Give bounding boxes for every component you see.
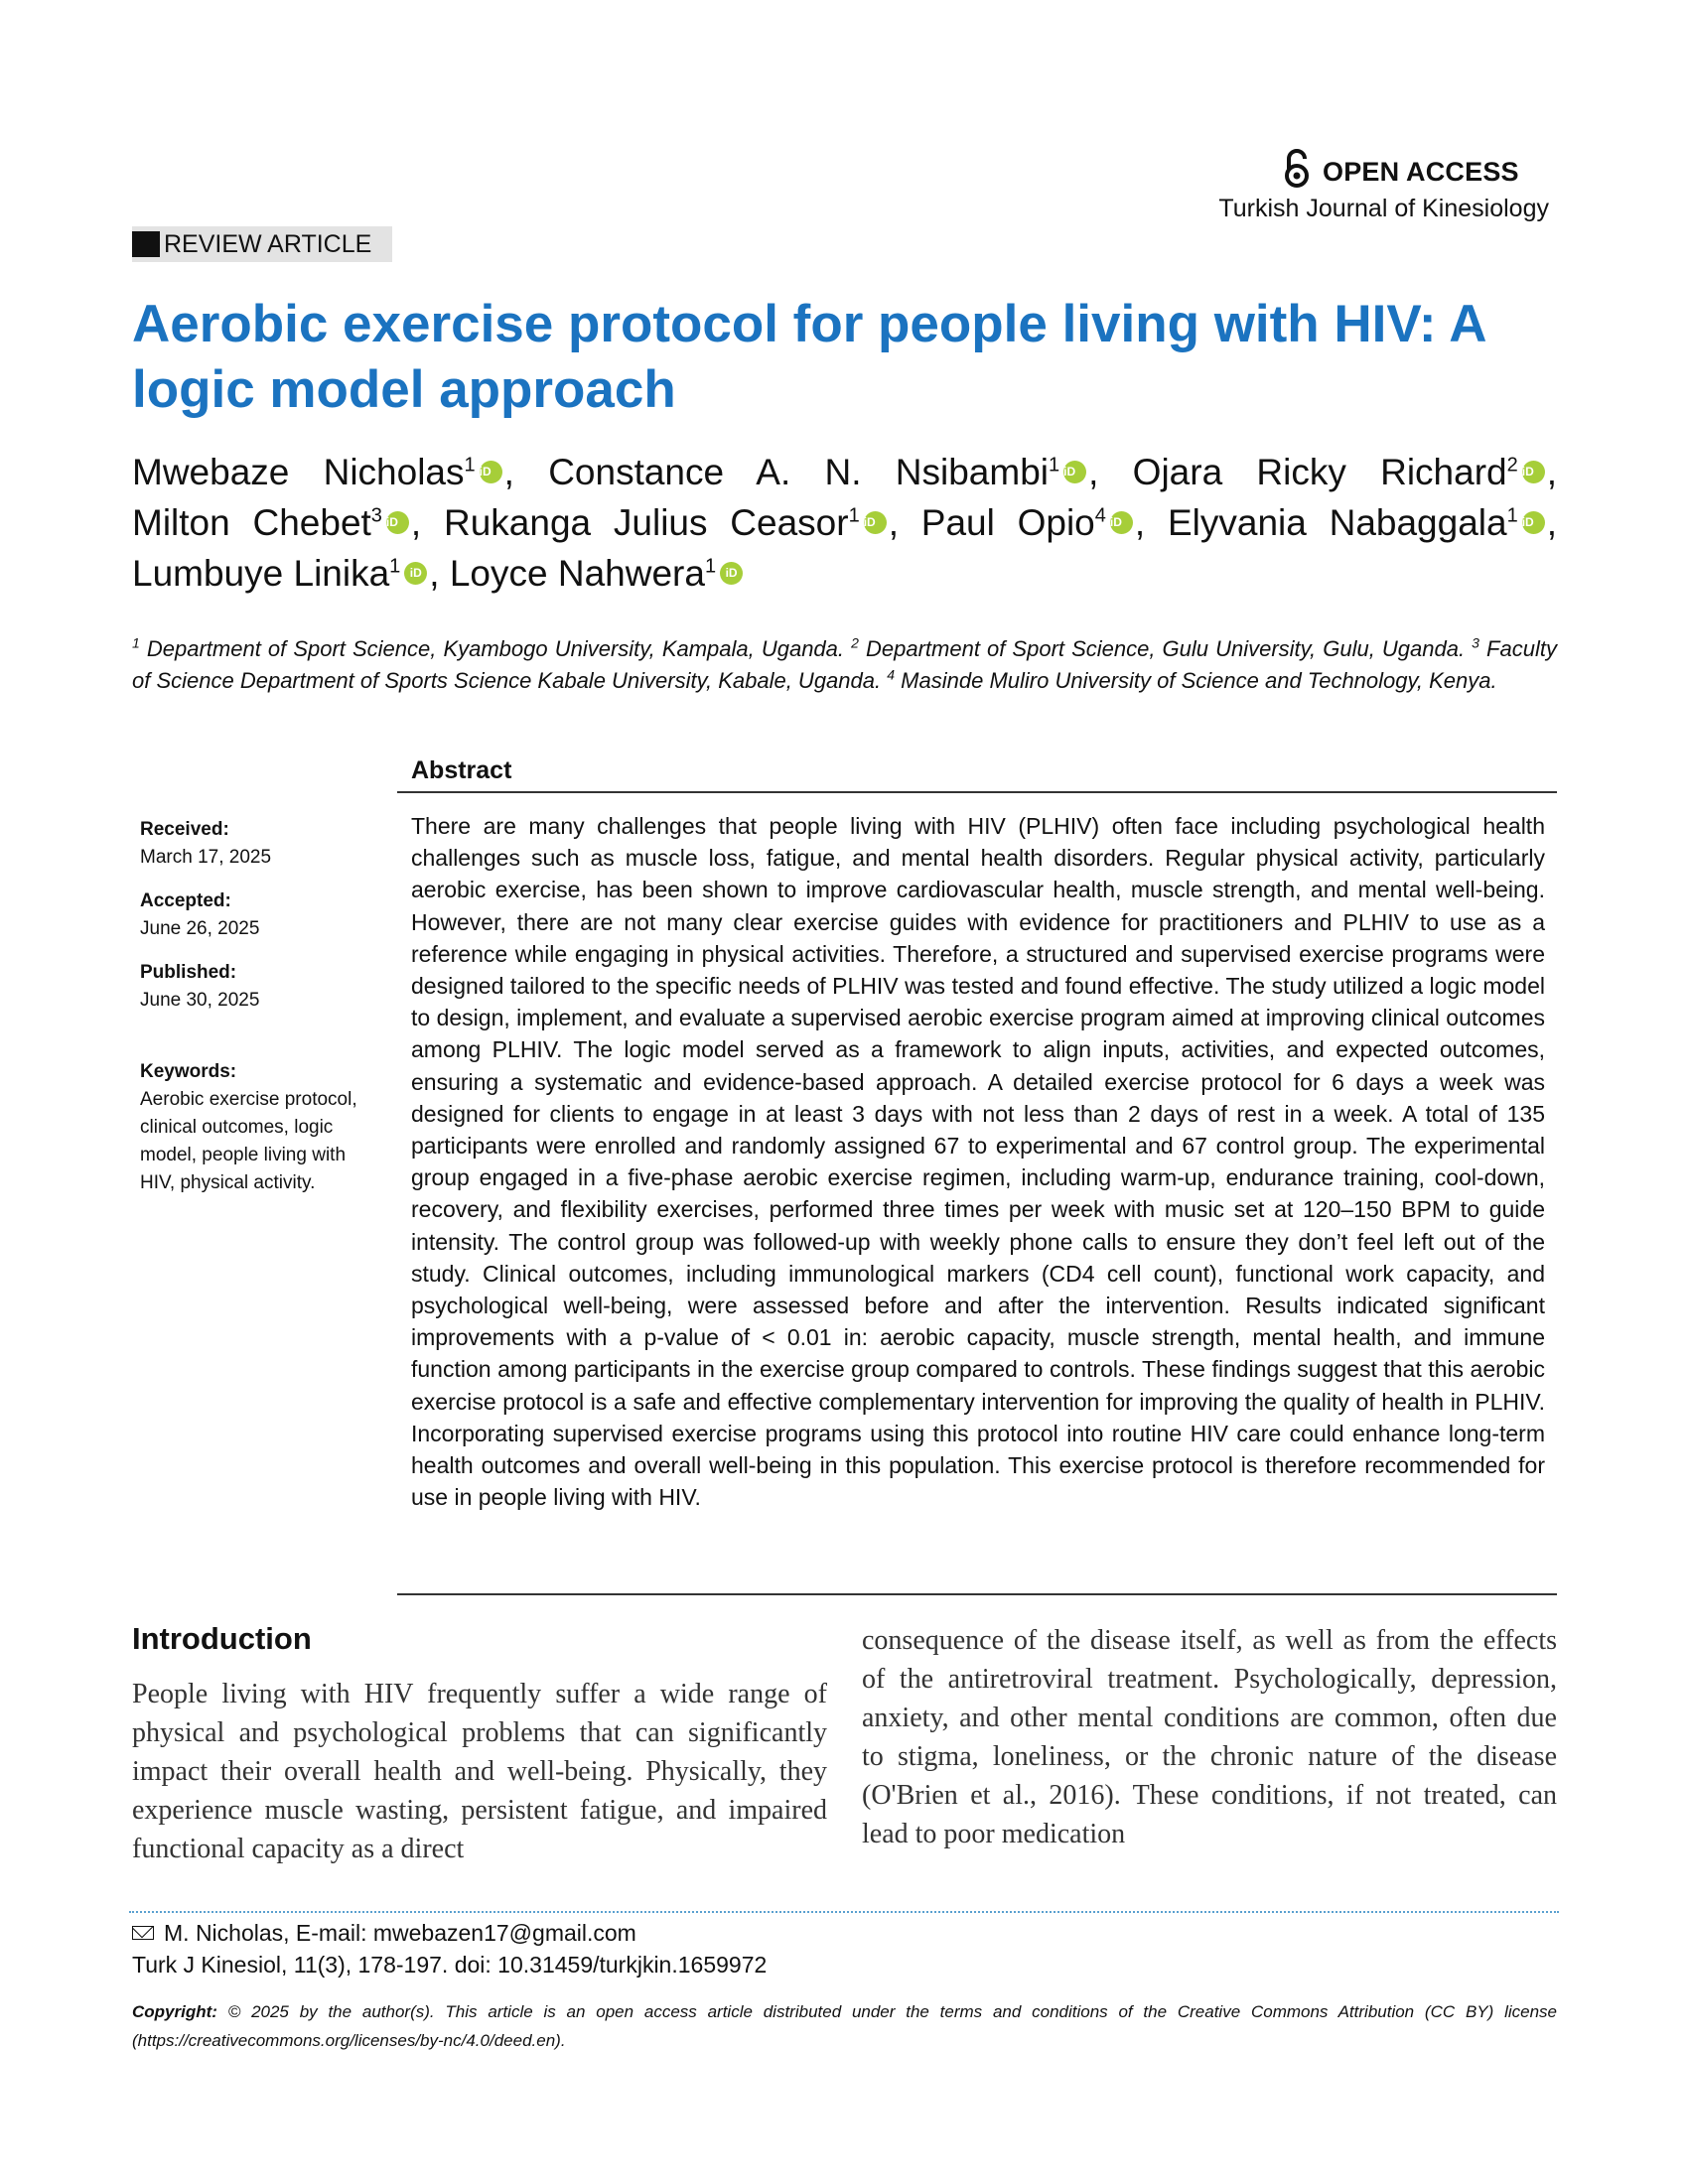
author-name: Lumbuye Linika (132, 553, 390, 594)
affiliation: Department of Sport Science, Kyambogo University, Kampala, Uganda. (146, 636, 845, 661)
journal-name: Turkish Journal of Kinesiology (1218, 195, 1549, 222)
author-name: Elyvania Nabaggala (1167, 502, 1507, 543)
copyright-notice (132, 1997, 1557, 2055)
author-name: Constance A. N. Nsibambi (548, 452, 1049, 492)
affiliation: Faculty of Science Department of Sports Science Kabale University, Kabale, Uganda. (132, 636, 1557, 693)
article-type-badge (132, 226, 392, 262)
introduction-left-column: People living with HIV frequently suffer a wide range of physical and psychological problems that can significantly impact their overall health and well-being. Physically, they experience muscle wasting, persistent fatigue, and impaired functional capacity as a direct (132, 1679, 827, 1864)
open-access-label: OPEN ACCESS (1323, 157, 1519, 187)
author-name: Milton Chebet (132, 502, 371, 543)
article-type-label: REVIEW ARTICLE (164, 230, 372, 258)
author-list (132, 447, 1557, 599)
corresponding-author (132, 1920, 636, 1947)
affiliation: Department of Sport Science, Gulu University, Gulu, Uganda. (865, 636, 1466, 661)
orcid-icon[interactable]: iD (864, 511, 887, 534)
copyright-label: Copyright: (132, 2002, 217, 2021)
introduction-right-column: consequence of the disease itself, as well as from the effects of the antiretroviral treatment. Psychologically, depression, anxiety, and other mental conditions are common, often due to stigma, loneliness, or the chronic nature of the disease (O'Brien et al., 2016). These conditions, if not treated, can lead to poor medication (862, 1625, 1557, 1849)
orcid-icon[interactable]: iD (1110, 511, 1133, 534)
abstract-bottom-rule (397, 1593, 1557, 1595)
keywords: Keywords: Aerobic exercise protocol, clinical outcomes, logic model, people living with HIV, physical activity. (140, 1061, 357, 1193)
author-line-3: Lumbuye Linika$^1$ iD , Loyce Nahwera$^1$ iD (132, 548, 1557, 599)
author-name: Loyce Nahwera (449, 553, 705, 594)
orcid-icon[interactable]: iD (386, 511, 409, 534)
affiliation: Masinde Muliro University of Science and Technology, Kenya. (901, 668, 1497, 693)
article-title: Aerobic exercise protocol for people living with HIV: A logic model approach (132, 295, 1485, 419)
affiliations: $^1$ Department of Sport Science, Kyambogo University, Kampala, Uganda. $^2$ Department of Sport Science, Gulu University, Gulu, Uganda. $^3$ Faculty of Science Department of Sports Science Kabale University, Kabale, Uganda. $^4$ Masinde Muliro University of Science and Technology, Kenya. (132, 634, 1557, 693)
author-name: Mwebaze Nicholas (132, 452, 465, 492)
author-name: Ojara Ricky Richard (1132, 452, 1507, 492)
orcid-icon[interactable]: iD (1522, 511, 1545, 534)
copyright-text: © 2025 by the author(s). This article is an open access article distributed under the terms and conditions of the Creative Commons Attribution (CC BY) license (https://creativecommons.org/licenses/by-nc/4.0/deed.en). (132, 2002, 1557, 2050)
author-name: Rukanga Julius Ceasor (444, 502, 849, 543)
abstract-heading: Abstract (411, 756, 512, 784)
orcid-icon[interactable]: iD (480, 461, 502, 483)
orcid-icon[interactable]: iD (404, 562, 427, 585)
author-line-2: Milton Chebet$^3$ iD , Rukanga Julius Ceasor$^1$ iD , Paul Opio$^4$ iD , Elyvania Nabaggala$^1$ iD , (132, 502, 1557, 543)
orcid-icon[interactable]: iD (1522, 461, 1545, 483)
envelope-icon (132, 1926, 154, 1940)
published-date: Published: June 30, 2025 (140, 962, 260, 1011)
citation-line: Turk J Kinesiol, 11(3), 178-197. doi: 10.31459/turkjkin.1659972 (132, 1952, 768, 1978)
badge-square-icon (132, 231, 160, 257)
orcid-icon[interactable]: iD (1063, 461, 1086, 483)
author-line-1: Mwebaze Nicholas$^1$ iD , Constance A. N. Nsibambi$^1$ iD , Ojara Ricky Richard$^2$ iD , (132, 452, 1558, 492)
accepted-date: Accepted: June 26, 2025 (140, 890, 260, 939)
introduction-heading: Introduction (132, 1621, 312, 1656)
received-date: Received: March 17, 2025 (140, 819, 272, 868)
abstract-text: There are many challenges that people living with HIV (PLHIV) often face including psychological health challenges such as muscle loss, fatigue, and mental health disorders. Regular physical activity, particularly aerobic exercise, has been shown to improve cardiovascular health, muscle strength, and mental well-being. However, there are not many clear exercise guides with evidence for practitioners and PLHIV to use as a reference while engaging in physical activities. Therefore, a structured and supervised exercise programs were designed tailored to the specific needs of PLHIV was tested and found effective. The study utilized a logic model to design, implement, and evaluate a supervised aerobic exercise program aimed at improving clinical outcomes among PLHIV. The logic model served as a framework to align inputs, activities, and expected outcomes, ensuring a systematic and evidence-based approach. A detailed exercise protocol for 6 days a week was designed for clients to engage in at least 3 days with not less than 2 days of rest in a week. A total of 135 participants were enrolled and randomly assigned 67 to experimental and 67 control group. The experimental group engaged in a five-phase aerobic exercise regimen, including warm-up, endurance training, cool-down, recovery, and flexibility exercises, performed three times per week with music set at 120–150 BPM to guide intensity. The control group was followed-up with weekly phone calls to ensure they don’t feel left out of the study. Clinical outcomes, including immunological markers (CD4 cell count), functional work capacity, and psychological well-being, were assessed before and after the intervention. Results indicated significant improvements with a p-value of < 0.01 in: aerobic capacity, muscle strength, mental health, and immune function among participants in the exercise group compared to controls. These findings suggest that this aerobic exercise protocol is a safe and effective complementary intervention for improving the quality of health in PLHIV. Incorporating supervised exercise programs using this protocol into routine HIV care could enhance long-term health outcomes and overall well-being in this population. This exercise protocol is therefore recommended for use in people living with HIV. (411, 813, 1545, 1511)
open-access-lock-icon (1281, 149, 1315, 189)
corresponding-email[interactable]: M. Nicholas, E-mail: mwebazen17@gmail.com (164, 1920, 636, 1946)
open-access-badge (1281, 149, 1549, 189)
orcid-icon[interactable]: iD (720, 562, 743, 585)
author-name: Paul Opio (920, 502, 1095, 543)
abstract-top-rule (397, 791, 1557, 793)
footer-divider (129, 1911, 1559, 1913)
